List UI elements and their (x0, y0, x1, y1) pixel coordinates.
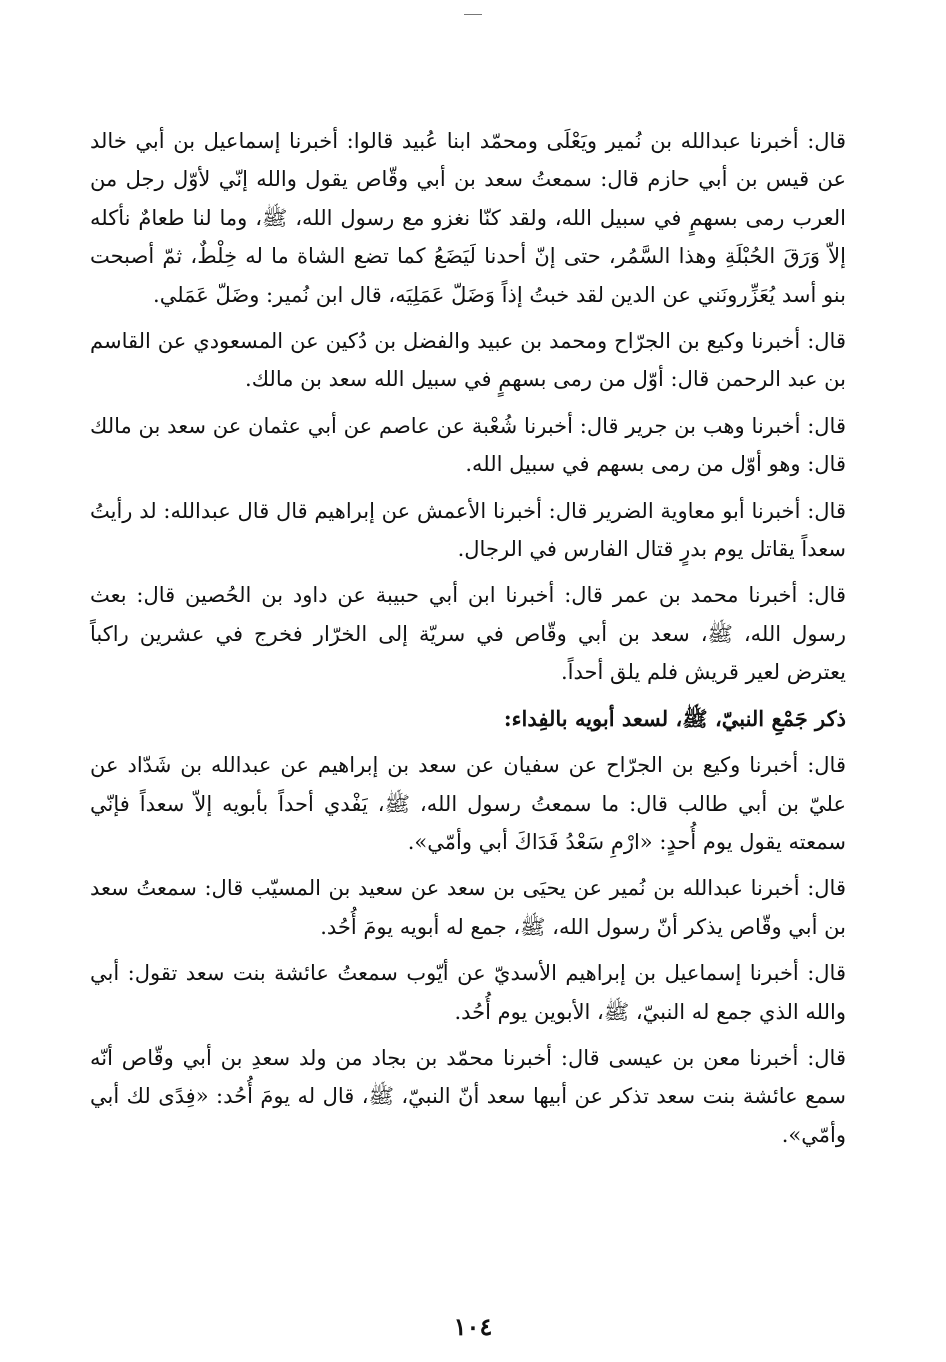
paragraph-7: قال: أخبرنا عبدالله بن نُمير عن يحيَى بن سعد عن سعيد بن المسيّب قال: سمعتُ سعد بن أبي وقّاص يذكر أنّ رسول الله، ﷺ، جمع له أبويه يومَ أُحُد. (90, 876, 846, 939)
paragraph-9: قال: أخبرنا معن بن عيسى قال: أخبرنا محمّد بن بجاد من ولد سعدِ بن أبي وقّاص أنّه سمع عائشة بنت سعد تذكر عن أبيها سعد أنّ النبيّ، ﷺ، قال له يومَ أُحُد: «فِدًى لك أبي وأمّي». (90, 1045, 846, 1147)
paragraph-2: قال: أخبرنا وكيع بن الجرّاح ومحمد بن عبيد والفضل بن دُكين عن المسعودي عن القاسم بن عبد الرحمن قال: أوّل من رمى بسهمٍ في سبيل الله سعد بن مالك. (90, 329, 846, 392)
section-heading: ذكر جَمْعِ النبيّ، ﷺ، لسعد أبويه بالفِداء: (503, 705, 846, 731)
paragraph-1: قال: أخبرنا عبدالله بن نُمير ويَعْلَى ومحمّد ابنا عُبيد قالوا: أخبرنا إسماعيل بن أبي خالد عن قيس بن أبي حازم قال: سمعتُ سعد بن أبي وقّاص يقول والله إنّي لأوّل رجل من العرب رمى بسهمٍ في سبيل الله، ولقد كنّا نغزو مع رسول الله، ﷺ، وما لنا طعامٌ نأكله إلاّ وَرَقَ الحُبْلَةِ وهذا السَّمُر، حتى إنّ أحدنا لَيَضَعُ كما تضع الشاة ما له خِلْطٌ، ثمّ أصبحت بنو أسد يُعَزِّرونَني عن الدين لقد خبتُ إذاً وَضَلّ عَمَلِيَه، قال ابن نُمير: وضَلّ عَمَلي. (90, 129, 846, 307)
page-number: ١٠٤ (453, 1312, 493, 1341)
paragraph-8: قال: أخبرنا إسماعيل بن إبراهيم الأسديّ عن أيّوب سمعتُ عائشة بنت سعد تقول: أبي والله الذي جمع له النبيّ، ﷺ، الأبوين يوم أُحُد. (90, 961, 846, 1024)
top-rule-mark (464, 14, 482, 15)
paragraph-6: قال: أخبرنا وكيع بن الجرّاح عن سفيان عن سعد بن إبراهيم عن عبدالله بن شَدّاد عن عليّ بن أبي طالب قال: ما سمعتُ رسول الله، ﷺ، يَفْدي أحداً بأبويه إلاّ سعداً فإنّي سمعته يقول يوم أُحدٍ: «ارْمِ سَعْدُ فَدَاكَ أبي وأمّي». (90, 753, 846, 854)
paragraph-4: قال: أخبرنا أبو معاوية الضرير قال: أخبرنا الأعمش عن إبراهيم قال قال عبدالله: لد رأيتُ سعداً يقاتل يوم بدرٍ قتال الفارس في الرجال. (90, 498, 846, 562)
paragraph-3: قال: أخبرنا وهب بن جرير قال: أخبرنا شُعْبة عن عاصم عن أبي عثمان عن سعد بن مالك قال: وهو أوّل من رمى بسهم في سبيل الله. (90, 413, 846, 477)
page-body (90, 122, 846, 1162)
paragraph-5: قال: أخبرنا محمد بن عمر قال: أخبرنا ابن أبي حبيبة عن داود بن الحُصين قال: بعث رسول الله، ﷺ، سعد بن أبي وقّاص في سريّة إلى الخرّار فخرج في عشرين راكباً يعترض لعير قريش فلم يلق أحداً. (90, 583, 846, 685)
